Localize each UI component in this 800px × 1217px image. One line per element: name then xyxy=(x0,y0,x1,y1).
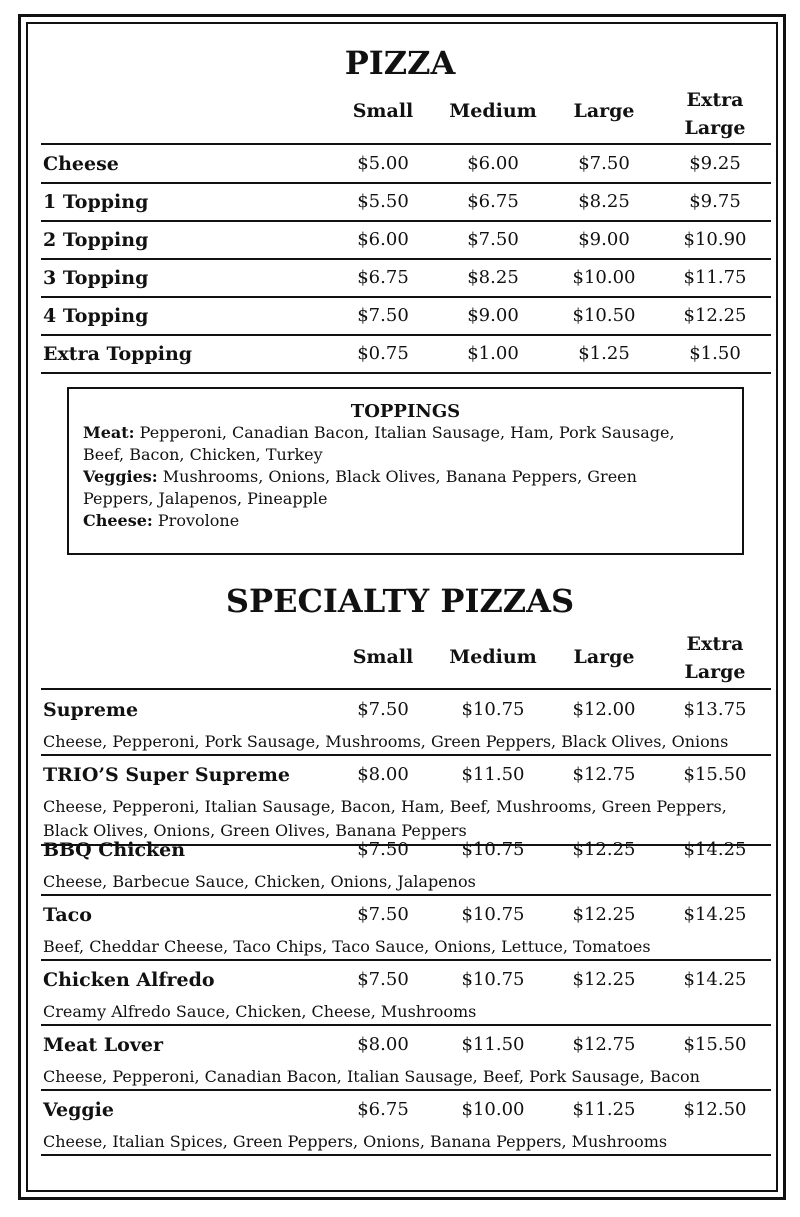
pizza-row-name: Cheese xyxy=(43,153,119,175)
size-header: Medium xyxy=(449,646,537,668)
price-cell: $1.25 xyxy=(578,343,630,364)
price-cell: $7.50 xyxy=(357,305,409,326)
topping-line-text: Mushrooms, Onions, Black Olives, Banana Peppers, Green xyxy=(157,467,637,486)
size-header: Extra Large xyxy=(684,89,746,139)
specialty-description: Creamy Alfredo Sauce, Chicken, Cheese, Mushrooms xyxy=(43,1002,477,1021)
price-cell: $12.25 xyxy=(572,904,636,925)
topping-line-text: Beef, Bacon, Chicken, Turkey xyxy=(83,445,323,464)
price-cell: $7.50 xyxy=(578,153,630,174)
specialty-row-name: Meat Lover xyxy=(43,1034,163,1056)
price-cell: $15.50 xyxy=(683,764,747,785)
price-cell: $12.75 xyxy=(572,1034,636,1055)
size-header: Medium xyxy=(449,100,537,122)
specialty-row-name: BBQ Chicken xyxy=(43,839,186,861)
pizza-row xyxy=(41,222,771,260)
price-cell: $9.75 xyxy=(689,191,741,212)
specialty-description: Cheese, Barbecue Sauce, Chicken, Onions, Jalapenos xyxy=(43,872,476,891)
specialty-row-name: Taco xyxy=(43,904,92,926)
price-cell: $7.50 xyxy=(357,904,409,925)
topping-line xyxy=(69,422,742,444)
specialty-row-name: TRIO’S Super Supreme xyxy=(43,764,290,786)
price-cell: $7.50 xyxy=(357,699,409,720)
size-header: Small xyxy=(352,646,414,668)
price-cell: $11.50 xyxy=(461,764,525,785)
price-cell: $11.25 xyxy=(572,1099,636,1120)
price-cell: $9.25 xyxy=(689,153,741,174)
topping-line xyxy=(69,488,742,510)
price-cell: $12.25 xyxy=(572,969,636,990)
header-divider xyxy=(41,688,771,690)
price-cell: $11.50 xyxy=(461,1034,525,1055)
price-cell: $0.75 xyxy=(357,343,409,364)
price-cell: $12.00 xyxy=(572,699,636,720)
specialty-row xyxy=(41,896,771,961)
specialty-title: SPECIALTY PIZZAS xyxy=(225,582,575,620)
price-cell: $12.75 xyxy=(572,764,636,785)
specialty-description: Cheese, Pepperoni, Italian Sausage, Bacon, Ham, Beef, Mushrooms, Green Peppers, xyxy=(43,797,727,816)
topping-category-label: Veggies: xyxy=(83,467,158,486)
topping-category-label: Cheese: xyxy=(83,511,153,530)
price-cell: $9.00 xyxy=(467,305,519,326)
size-header: Extra Large xyxy=(684,633,746,683)
pizza-row xyxy=(41,298,771,336)
specialty-description: Black Olives, Onions, Green Olives, Banana Peppers xyxy=(43,821,467,840)
pizza-row xyxy=(41,184,771,222)
price-cell: $14.25 xyxy=(683,904,747,925)
price-cell: $10.90 xyxy=(683,229,747,250)
price-cell: $10.75 xyxy=(461,969,525,990)
price-cell: $7.50 xyxy=(357,839,409,860)
price-cell: $10.00 xyxy=(461,1099,525,1120)
pizza-row-name: 4 Topping xyxy=(43,305,149,327)
price-cell: $5.50 xyxy=(357,191,409,212)
specialty-description: Beef, Cheddar Cheese, Taco Chips, Taco Sauce, Onions, Lettuce, Tomatoes xyxy=(43,937,651,956)
specialty-row-name: Veggie xyxy=(43,1099,114,1121)
specialty-row xyxy=(41,961,771,1026)
price-cell: $6.75 xyxy=(467,191,519,212)
topping-line xyxy=(69,466,742,488)
toppings-list xyxy=(69,422,742,532)
price-cell: $14.25 xyxy=(683,969,747,990)
price-cell: $5.00 xyxy=(357,153,409,174)
specialty-row xyxy=(41,1026,771,1091)
pizza-row xyxy=(41,260,771,298)
price-cell: $10.75 xyxy=(461,904,525,925)
specialty-row xyxy=(41,691,771,756)
topping-line xyxy=(69,444,742,466)
price-cell: $10.50 xyxy=(572,305,636,326)
price-cell: $12.50 xyxy=(683,1099,747,1120)
pizza-row-name: 1 Topping xyxy=(43,191,149,213)
price-cell: $10.00 xyxy=(572,267,636,288)
price-cell: $7.50 xyxy=(467,229,519,250)
topping-line-text: Provolone xyxy=(152,511,240,530)
toppings-title: TOPPINGS xyxy=(350,401,461,422)
price-cell: $6.75 xyxy=(357,1099,409,1120)
size-header: Small xyxy=(352,100,414,122)
price-cell: $12.25 xyxy=(683,305,747,326)
specialty-description: Cheese, Pepperoni, Canadian Bacon, Italian Sausage, Beef, Pork Sausage, Bacon xyxy=(43,1067,700,1086)
pizza-row xyxy=(41,336,771,374)
toppings-box xyxy=(67,387,744,555)
price-cell: $6.00 xyxy=(467,153,519,174)
price-cell: $14.25 xyxy=(683,839,747,860)
size-header: Large xyxy=(573,646,635,668)
price-cell: $1.50 xyxy=(689,343,741,364)
price-cell: $15.50 xyxy=(683,1034,747,1055)
topping-line-text: Peppers, Jalapenos, Pineapple xyxy=(83,489,328,508)
pizza-title: PIZZA xyxy=(344,44,456,82)
header-divider xyxy=(41,143,771,145)
specialty-row xyxy=(41,1091,771,1156)
size-header: Large xyxy=(573,100,635,122)
price-cell: $6.75 xyxy=(357,267,409,288)
pizza-row xyxy=(41,146,771,184)
price-cell: $11.75 xyxy=(683,267,747,288)
price-cell: $13.75 xyxy=(683,699,747,720)
price-cell: $8.25 xyxy=(467,267,519,288)
price-cell: $8.25 xyxy=(578,191,630,212)
specialty-row xyxy=(41,831,771,896)
specialty-description: Cheese, Italian Spices, Green Peppers, Onions, Banana Peppers, Mushrooms xyxy=(43,1132,668,1151)
price-cell: $8.00 xyxy=(357,764,409,785)
price-cell: $7.50 xyxy=(357,969,409,990)
topping-line xyxy=(69,510,742,532)
price-cell: $10.75 xyxy=(461,699,525,720)
pizza-row-name: Extra Topping xyxy=(43,343,193,365)
pizza-row-name: 3 Topping xyxy=(43,267,149,289)
specialty-description: Cheese, Pepperoni, Pork Sausage, Mushrooms, Green Peppers, Black Olives, Onions xyxy=(43,732,729,751)
topping-category-label: Meat: xyxy=(83,423,135,442)
price-cell: $1.00 xyxy=(467,343,519,364)
specialty-row-name: Supreme xyxy=(43,699,139,721)
pizza-row-name: 2 Topping xyxy=(43,229,149,251)
topping-line-text: Pepperoni, Canadian Bacon, Italian Sausage, Ham, Pork Sausage, xyxy=(134,423,675,442)
price-cell: $8.00 xyxy=(357,1034,409,1055)
price-cell: $6.00 xyxy=(357,229,409,250)
price-cell: $10.75 xyxy=(461,839,525,860)
specialty-row-name: Chicken Alfredo xyxy=(43,969,215,991)
price-cell: $9.00 xyxy=(578,229,630,250)
price-cell: $12.25 xyxy=(572,839,636,860)
